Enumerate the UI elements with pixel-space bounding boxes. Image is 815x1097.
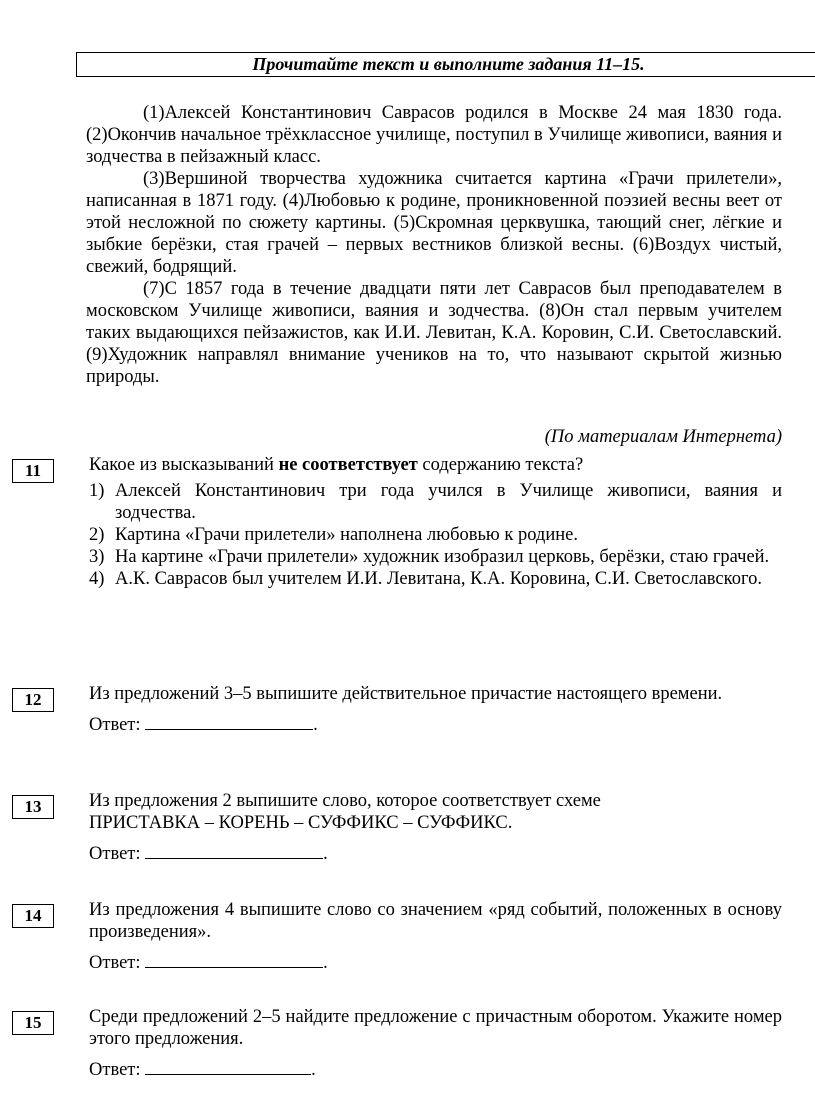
option-text: Алексей Константинович три года учился в Училище живописи, ваяния и зодчества. <box>115 481 782 523</box>
option-text: На картине «Грачи прилетели» художник изобразил церковь, берёзки, стаю грачей. <box>115 547 770 567</box>
instruction-text: Прочитайте текст и выполните задания 11–15. <box>252 54 645 74</box>
answer-blank[interactable] <box>145 841 323 859</box>
task-question <box>89 454 782 476</box>
task-number-box: 13 <box>12 795 54 819</box>
answer-label: Ответ: <box>89 953 141 973</box>
answer-label: Ответ: <box>89 1060 141 1080</box>
passage-paragraph-2: (3)Вершиной творчества художника считается картина «Грачи прилетели», написанная в 1871 году. (4)Любовью к родине, проникновенной поэзией весны веет от этой несложной по сюжету картины. (5)Скромная церквушка, тающий снег, лёгкие и зыбкие берёзки, стая грачей – первых вестников близкой весны. (6)Воздух чистый, свежий, бодрящий. <box>86 169 782 277</box>
task-number-box: 12 <box>12 688 54 712</box>
answer-option[interactable] <box>89 568 782 590</box>
answer-option[interactable] <box>89 524 782 546</box>
answer-label: Ответ: <box>89 715 141 735</box>
option-text: А.К. Саврасов был учителем И.И. Левитана, К.А. Коровина, С.И. Светославского. <box>115 569 762 589</box>
question-text: Какое из высказываний <box>89 455 279 475</box>
option-number: 2) <box>89 525 105 545</box>
option-number: 1) <box>89 481 105 501</box>
answer-period: . <box>323 844 328 864</box>
passage-paragraph-1: (1)Алексей Константинович Саврасов родился в Москве 24 мая 1830 года. (2)Окончив начальное трёхклассное училище, поступил в Училище живописи, ваяния и зодчества в пейзажный класс. <box>86 103 782 167</box>
answer-blank[interactable] <box>145 1057 311 1075</box>
task-body <box>89 899 782 974</box>
reading-passage <box>86 102 782 388</box>
question-text: содержанию текста? <box>417 455 584 475</box>
passage-paragraph-3: (7)С 1857 года в течение двадцати пяти лет Саврасов был преподавателем в московском Училище живописи, ваяния и зодчества. (8)Он стал первым учителем таких выдающихся пейзажистов, как И.И. Левитан, К.А. Коровин, С.И. Светославский. (9)Художник направлял внимание учеников на то, что называют скрытой жизнью природы. <box>86 279 782 387</box>
answer-option[interactable] <box>89 546 782 568</box>
morpheme-scheme: ПРИСТАВКА – КОРЕНЬ – СУФФИКС – СУФФИКС. <box>89 813 513 833</box>
task-body <box>89 1006 782 1081</box>
task-body <box>89 683 782 736</box>
answer-line <box>89 950 782 974</box>
answer-line <box>89 712 782 736</box>
answer-blank[interactable] <box>145 950 323 968</box>
answer-blank[interactable] <box>145 712 313 730</box>
task-question <box>89 790 782 834</box>
task-question: Из предложений 3–5 выпишите действительное причастие настоящего времени. <box>89 684 723 704</box>
answer-line <box>89 841 782 865</box>
answer-label: Ответ: <box>89 844 141 864</box>
instruction-header <box>76 52 815 77</box>
task-number-box: 14 <box>12 904 54 928</box>
passage-source: (По материалам Интернета) <box>544 427 782 447</box>
answer-period: . <box>323 953 328 973</box>
answer-option[interactable] <box>89 480 782 524</box>
option-number: 3) <box>89 547 105 567</box>
question-emphasis: не соответствует <box>278 455 418 475</box>
answer-period: . <box>311 1060 316 1080</box>
answer-options <box>89 480 782 590</box>
answer-line <box>89 1057 782 1081</box>
task-question: Из предложения 4 выпишите слово со значением «ряд событий, положенных в основу произведения». <box>89 900 782 942</box>
task-number-box: 11 <box>12 459 54 483</box>
task-body <box>89 454 782 590</box>
option-text: Картина «Грачи прилетели» наполнена любовью к родине. <box>115 525 578 545</box>
task-body <box>89 790 782 865</box>
answer-period: . <box>313 715 318 735</box>
task-number-box: 15 <box>12 1011 54 1035</box>
option-number: 4) <box>89 569 105 589</box>
question-line: Из предложения 2 выпишите слово, которое соответствует схеме <box>89 791 601 811</box>
task-question: Среди предложений 2–5 найдите предложение с причастным оборотом. Укажите номер этого предложения. <box>89 1007 782 1049</box>
